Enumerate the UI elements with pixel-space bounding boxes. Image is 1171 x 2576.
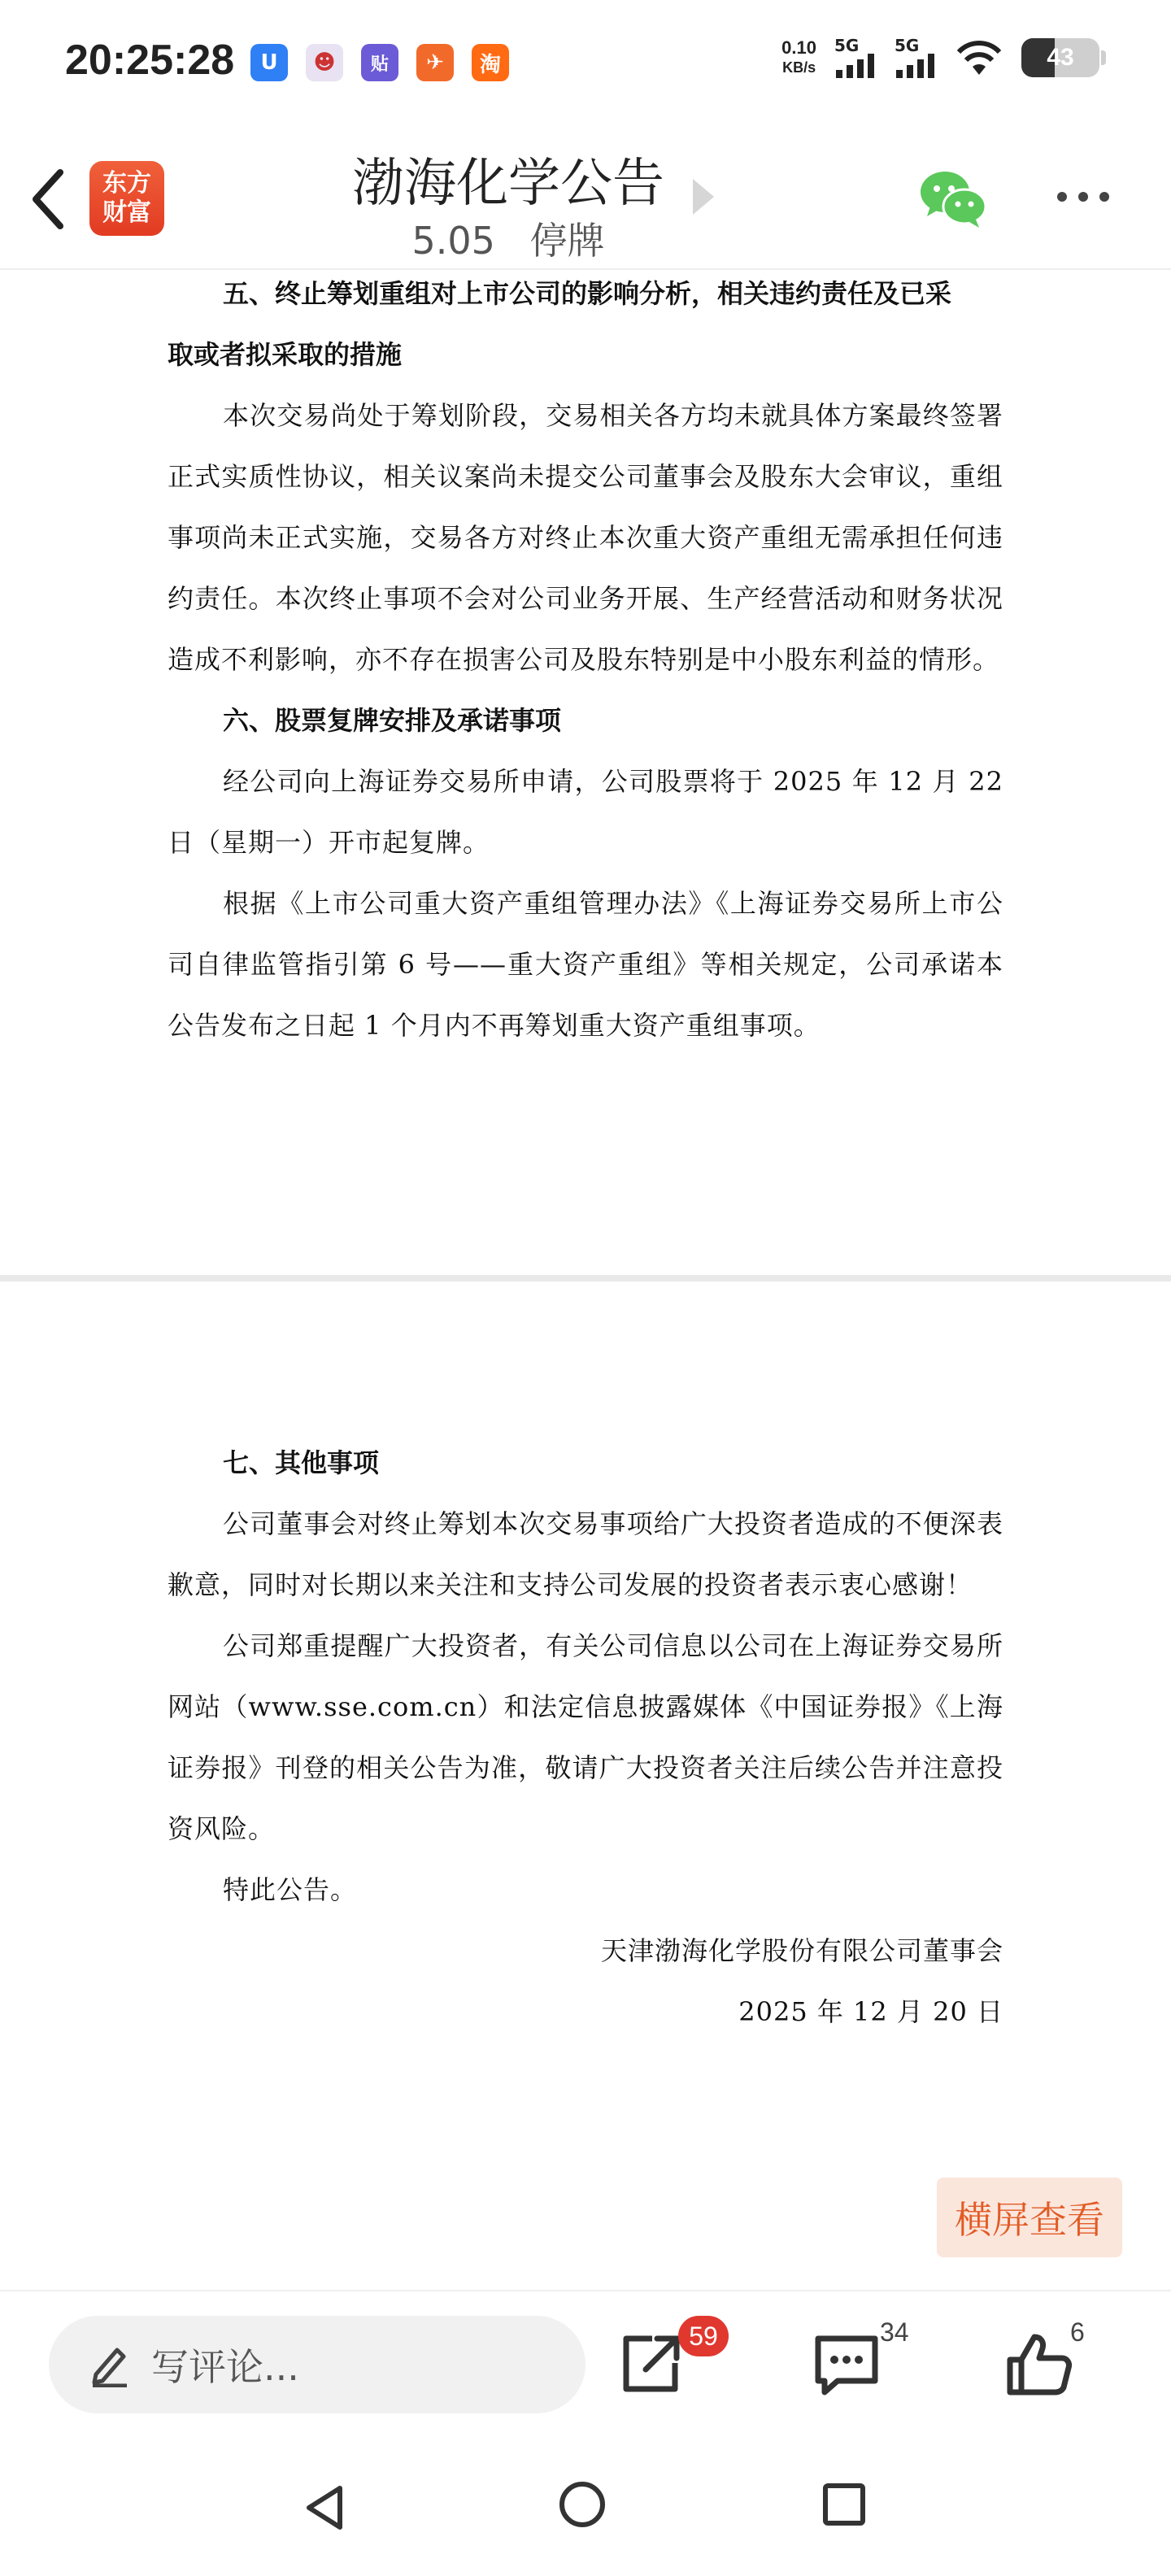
logo-line2: 财富 [102,198,151,227]
pen-icon [89,2342,130,2387]
signal-1-label: 5G [834,36,860,55]
announcement-date: 2025 年 12 月 20 日 [738,1996,1003,2027]
comment-count: 34 [880,2317,909,2347]
system-indicators [781,37,1106,78]
announcement-page-2 [168,1433,1003,2043]
closing-line: 特此公告。 [223,1874,358,1905]
section-6-heading: 六、股票复牌安排及承诺事项 [223,705,562,736]
section-5-heading-cont: 取或者拟采取的措施 [168,339,403,370]
bottom-action-bar [0,2290,1171,2438]
app-u-icon: U [250,44,288,81]
tie-app-icon: 贴 [361,44,398,81]
nav-back-icon[interactable] [301,2483,350,2532]
nav-home-icon[interactable] [559,2482,605,2527]
status-time: 20:25:28 [65,37,235,84]
section-6-body-1: 经公司向上海证券交易所申请，公司股票将于 2025 年 12 月 22 日（星期一）开市起复牌。 [168,766,1003,858]
thumbs-up-icon[interactable] [1002,2327,1075,2400]
wechat-icon[interactable] [919,168,987,229]
battery-indicator [1021,38,1106,77]
logo-line1: 东方 [102,169,151,198]
comment-placeholder: 写评论... [151,2345,299,2389]
taobao-app-icon: 淘 [472,44,509,81]
trading-status: 停牌 [529,219,605,263]
signature: 天津渤海化学股份有限公司董事会 [600,1935,1003,1966]
avatar-app-icon: ☻ [306,44,343,81]
wifi-icon [955,39,1003,76]
page-title: 渤海化学公告 [352,154,664,214]
section-7-body-1: 公司董事会对终止筹划本次交易事项给广大投资者造成的不便深表歉意，同时对长期以来关注和支持公司发展的投资者表示衷心感谢！ [168,1508,1003,1600]
stock-price: 5.05 [411,219,495,263]
section-6-body-2: 根据《上市公司重大资产重组管理办法》《上海证券交易所上市公司自律监管指引第 6 号——重大资产重组》等相关规定，公司承诺本公告发布之日起 1 个月内不再筹划重大资产重组事项。 [168,888,1003,1041]
app-header [0,130,1171,270]
battery-level: 43 [1047,44,1074,71]
net-speed-unit: KB/s [782,59,816,76]
more-options-icon[interactable] [1057,192,1109,202]
system-nav-bar [0,2439,1171,2576]
signal-bars-icon [834,54,877,78]
notification-icons [250,44,509,81]
share-count-badge: 59 [678,2316,729,2356]
landscape-view-button[interactable]: 横屏查看 [937,2178,1122,2257]
share-icon[interactable] [613,2327,686,2400]
announcement-page-1 [168,263,1003,1056]
comment-icon[interactable] [810,2327,883,2400]
net-speed-value: 0.10 [781,37,816,58]
section-7-body-2: 公司郑重提醒广大投资者，有关公司信息以公司在上海证券交易所网站（www.sse.com.cn）和法定信息披露媒体《中国证券报》《上海证券报》刊登的相关公告为准，敬请广大投资者关注后续公告并注意投资风险。 [168,1630,1003,1844]
section-5-body: 本次交易尚处于筹划阶段，交易相关各方均未就具体方案最终签署正式实质性协议，相关议案尚未提交公司董事会及股东大会审议，重组事项尚未正式实施，交易各方对终止本次重大资产重组无需承担任何违约责任。本次终止事项不会对公司业务开展、生产经营活动和财务状况造成不利影响，亦不存在损害公司及股东特别是中小股东利益的情形。 [168,400,1003,675]
flight-app-icon: ✈ [416,44,454,81]
page-divider [0,1275,1171,1281]
nav-recent-apps-icon[interactable] [823,2483,865,2526]
expand-arrow-icon[interactable] [693,179,714,215]
signal-bars-icon [895,54,937,78]
comment-input[interactable] [49,2316,586,2413]
status-bar [0,0,1171,122]
network-speed [781,38,816,77]
stock-quote [0,211,1016,265]
section-5-heading: 五、终止筹划重组对上市公司的影响分析，相关违约责任及已采 [223,278,952,309]
like-count: 6 [1070,2317,1085,2347]
signal-2-label: 5G [895,36,920,55]
section-7-heading: 七、其他事项 [223,1447,380,1478]
signal-2 [895,37,937,78]
signal-1 [834,37,877,78]
